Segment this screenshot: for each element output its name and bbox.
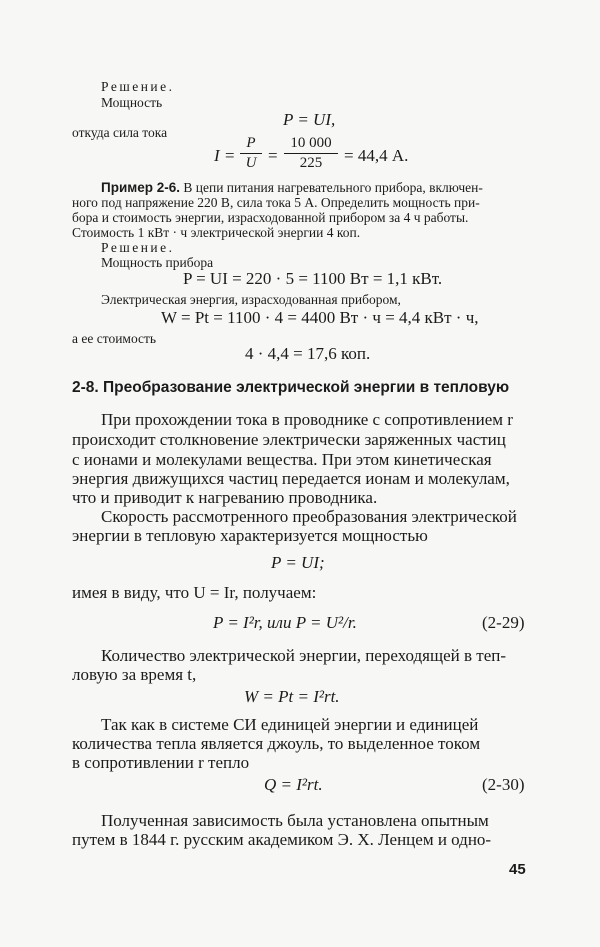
- equation-2-30: Q = I²rt.: [264, 775, 323, 794]
- paragraph-5-line-1: Так как в системе СИ единицей энергии и единицей: [101, 715, 479, 734]
- example-line-1-text: В цепи питания нагревательного прибора, включен-: [183, 180, 483, 195]
- power-label: Мощность: [101, 95, 163, 110]
- paragraph-1-line-5: что и приводит к нагреванию проводника.: [72, 488, 378, 507]
- example-line-1: [101, 181, 483, 195]
- equation-number-2-29: (2-29): [482, 613, 525, 632]
- paragraph-4-line-2: ловую за время t,: [72, 665, 197, 684]
- solution-label: Решение.: [101, 79, 175, 94]
- paragraph-1-line-1: При прохождении тока в проводнике с сопротивлением r: [101, 410, 513, 429]
- energy-text: Электрическая энергия, израсходованная прибором,: [101, 292, 401, 307]
- paragraph-1-line-2: происходит столкновение электрически заряженных частиц: [72, 430, 506, 449]
- paragraph-3: имея в виду, что U = Ir, получаем:: [72, 583, 317, 602]
- equation-energy: W = Pt = 1100 · 4 = 4400 Вт · ч = 4,4 кВт · ч,: [161, 308, 479, 327]
- equation-p-ui: P = UI,: [283, 110, 336, 129]
- example-label: Пример 2-6.: [101, 180, 181, 195]
- example-solution-label: Решение.: [101, 240, 175, 255]
- fraction2-numerator: 10 000: [290, 135, 332, 151]
- example-line-4: Стоимость 1 кВт · ч электрической энергии 4 коп.: [72, 225, 361, 240]
- equation-p-ui-2: P = UI;: [271, 553, 325, 572]
- section-heading: 2-8. Преобразование электрической энергии в тепловую: [72, 379, 510, 396]
- example-power-label: Мощность прибора: [101, 255, 214, 270]
- paragraph-6-line-1: Полученная зависимость была установлена опытным: [101, 811, 489, 830]
- equation-i-left: I =: [214, 146, 236, 165]
- paragraph-6-line-2: путем в 1844 г. русским академиком Э. Х. Ленцем и одно-: [72, 830, 492, 849]
- fraction1-bar: [240, 153, 262, 154]
- paragraph-2-line-2: энергии в тепловую характеризуется мощностью: [72, 526, 428, 545]
- fraction2-denominator: 225: [299, 155, 323, 171]
- paragraph-1-line-3: с ионами и молекулами вещества. При этом кинетическая: [72, 450, 492, 469]
- fraction2-bar: [284, 153, 338, 154]
- cost-label: а ее стоимость: [72, 331, 157, 346]
- paragraph-1-line-4: энергия движущихся частиц передается ионам и молекулам,: [72, 469, 510, 488]
- equation-number-2-30: (2-30): [482, 775, 525, 794]
- page-number: 45: [509, 861, 526, 878]
- fraction1-denominator: U: [245, 155, 257, 171]
- paragraph-2-line-1: Скорость рассмотренного преобразования электрической: [101, 507, 517, 526]
- equation-power: P = UI = 220 · 5 = 1100 Вт = 1,1 кВт.: [183, 269, 443, 288]
- equation-i-result: = 44,4 А.: [344, 146, 409, 165]
- equation-w: W = Pt = I²rt.: [244, 687, 340, 706]
- paragraph-5-line-2: количества тепла является джоуль, то выделенное током: [72, 734, 481, 753]
- fraction1-numerator: P: [246, 135, 256, 151]
- equation-2-29: P = I²r, или P = U²/r.: [213, 613, 357, 632]
- paragraph-5-line-3: в сопротивлении r тепло: [72, 753, 250, 772]
- whence-current-text: откуда сила тока: [72, 125, 168, 140]
- equation-cost: 4 · 4,4 = 17,6 коп.: [245, 344, 371, 363]
- paragraph-4-line-1: Количество электрической энергии, переходящей в теп-: [101, 646, 506, 665]
- equation-equals: =: [268, 146, 278, 165]
- example-line-3: бора и стоимость энергии, израсходованной прибором за 4 ч работы.: [72, 210, 469, 225]
- example-line-2: ного под напряжение 220 В, сила тока 5 А. Определить мощность при-: [72, 195, 480, 210]
